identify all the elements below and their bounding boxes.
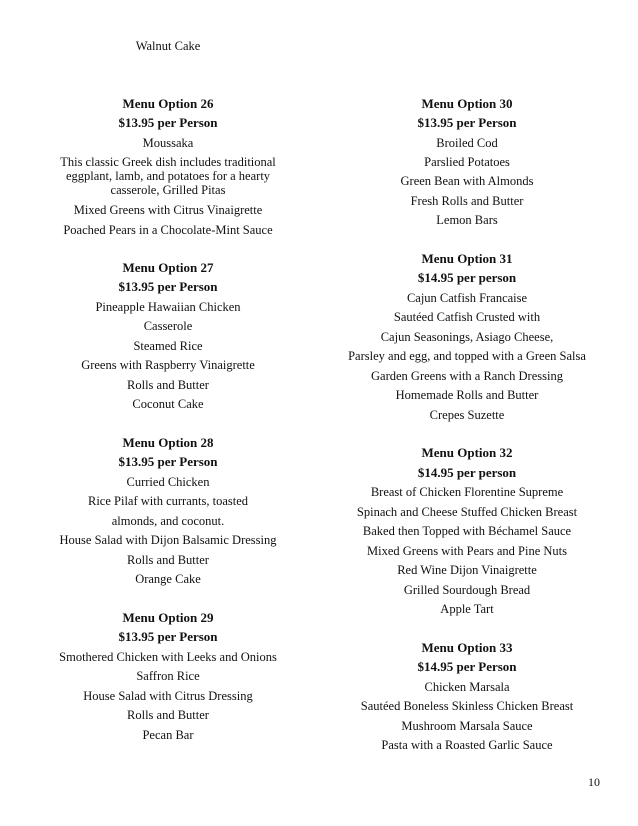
menu-item: Grilled Sourdough Bread [403,583,531,597]
menu-item: Chicken Marsala [424,680,510,694]
menu-item: Baked then Topped with Béchamel Sauce [362,524,572,538]
menu-item: Mixed Greens with Citrus Vinaigrette [73,203,263,217]
menu-item: Homemade Rolls and Butter [395,388,539,402]
menu-item: Parsley and egg, and topped with a Green Salsa [348,349,586,363]
menu-item: Moussaka [142,136,194,150]
menu-price: $13.95 per Person [118,629,218,644]
menu-title: Menu Option 29 [122,610,214,625]
menu-price: $14.95 per person [417,270,517,285]
menu-item: Mixed Greens with Pears and Pine Nuts [367,544,567,558]
menu-item: Pecan Bar [142,728,194,742]
menu-price: $13.95 per Person [118,279,218,294]
menu-item: Broiled Cod [436,136,498,150]
menu-item: Casserole [143,319,193,333]
menu-item: Sautéed Boneless Skinless Chicken Breast [360,699,574,713]
menu-item: Saffron Rice [136,669,200,683]
menu-title: Menu Option 28 [122,435,214,450]
menu-title: Menu Option 27 [122,260,214,275]
menu-item: Breast of Chicken Florentine Supreme [370,485,564,499]
menu-item: Rice Pilaf with currants, toasted [87,494,249,508]
menu-price: $14.95 per Person [417,659,517,674]
menu-item: Curried Chicken [126,475,210,489]
menu-item: Smothered Chicken with Leeks and Onions [59,650,277,664]
menu-title: Menu Option 33 [421,640,513,655]
menu-item: Sautéed Catfish Crusted with [393,310,541,324]
menu-item: Cajun Seasonings, Asiago Cheese, [380,330,554,344]
menu-item: almonds, and coconut. [111,514,225,528]
menu-item: Pineapple Hawaiian Chicken [95,300,241,314]
menu-item: Pasta with a Roasted Garlic Sauce [381,738,553,752]
menu-item: Garden Greens with a Ranch Dressing [371,369,563,383]
menu-title: Menu Option 31 [421,251,513,266]
menu-item: Rolls and Butter [127,553,209,567]
menu-item: House Salad with Dijon Balsamic Dressing [59,533,277,547]
menu-item: eggplant, lamb, and potatoes for a hearty [65,169,271,183]
menu-price: $14.95 per person [417,465,517,480]
menu-item: Rolls and Butter [127,708,209,722]
menu-item: Crepes Suzette [429,408,505,422]
menu-item: Green Bean with Almonds [400,174,534,188]
menu-item: Cajun Catfish Francaise [406,291,528,305]
menu-item: Rolls and Butter [127,378,209,392]
menu-price: $13.95 per Person [417,115,517,130]
menu-title: Menu Option 26 [122,96,214,111]
page-number: 10 [588,775,600,789]
menu-item: Parslied Potatoes [424,155,510,169]
menu-item: Coconut Cake [132,397,204,411]
menu-item: Fresh Rolls and Butter [410,194,524,208]
carryover-dessert: Walnut Cake [135,39,201,53]
menu-price: $13.95 per Person [118,115,218,130]
menu-item: This classic Greek dish includes traditional [60,155,276,169]
menu-item: Greens with Raspberry Vinaigrette [81,358,255,372]
menu-title: Menu Option 32 [421,445,513,460]
menu-item: Lemon Bars [436,213,498,227]
menu-title: Menu Option 30 [421,96,513,111]
menu-item: Poached Pears in a Chocolate-Mint Sauce [63,223,273,237]
menu-price: $13.95 per Person [118,454,218,469]
menu-item: Red Wine Dijon Vinaigrette [397,563,537,577]
menu-item: Spinach and Cheese Stuffed Chicken Breast [356,505,578,519]
menu-item: House Salad with Citrus Dressing [83,689,253,703]
menu-item: casserole, Grilled Pitas [110,183,226,197]
menu-item: Apple Tart [440,602,494,616]
menu-item: Steamed Rice [133,339,203,353]
menu-item: Mushroom Marsala Sauce [401,719,533,733]
menu-item: Orange Cake [135,572,201,586]
